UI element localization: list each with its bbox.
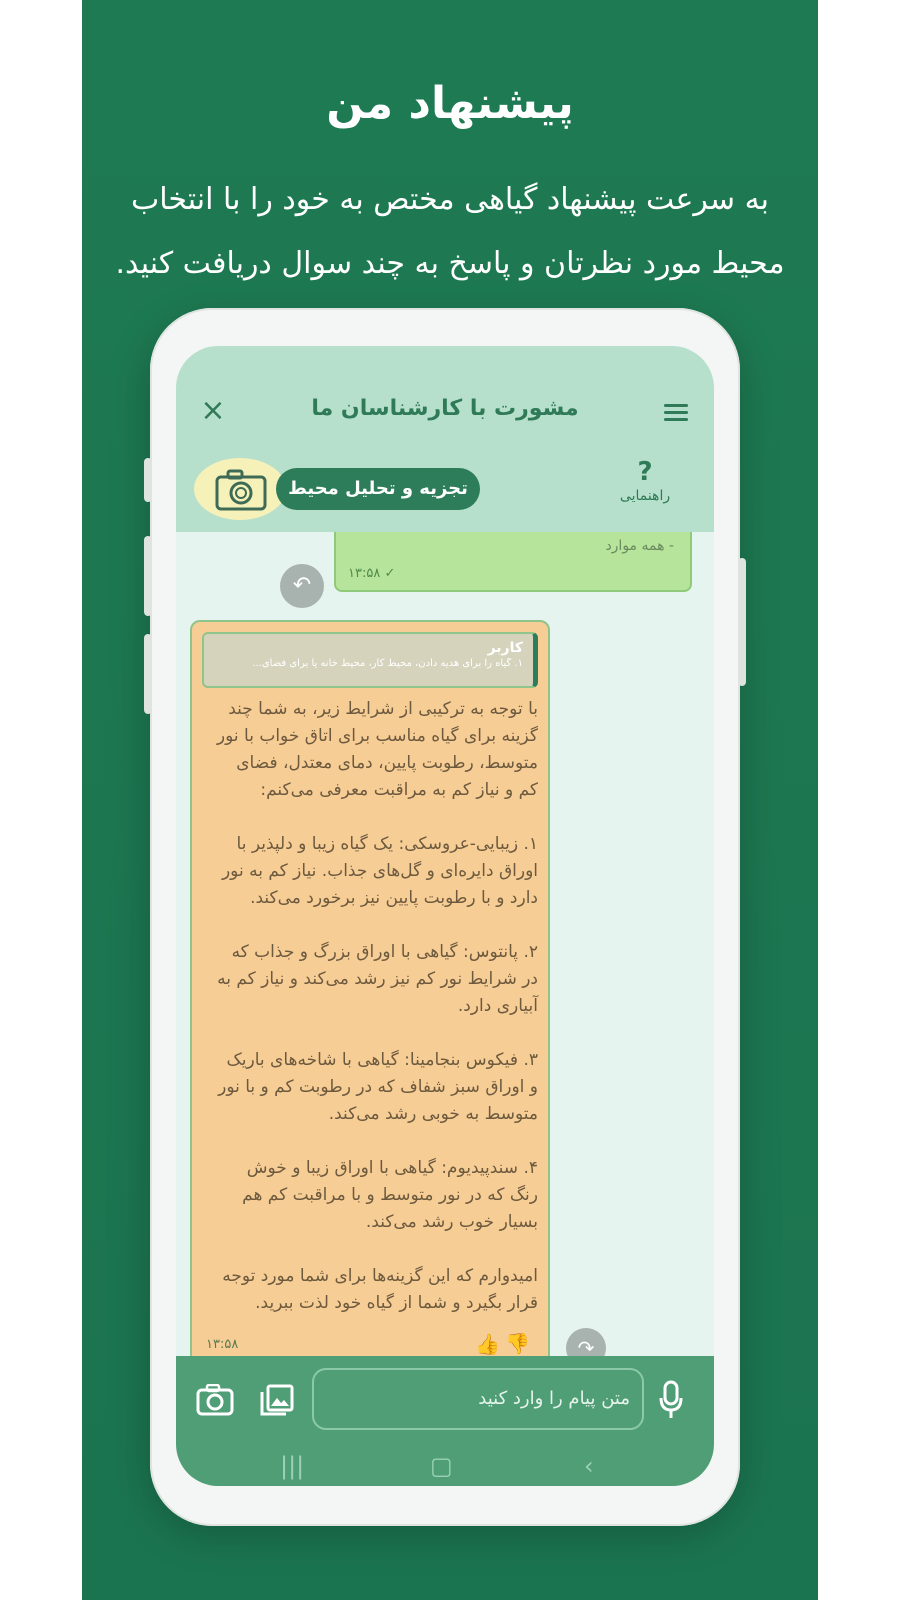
quoted-message[interactable] bbox=[202, 632, 538, 688]
microphone-icon[interactable] bbox=[658, 1380, 684, 1420]
bot-paragraph: ۳. فیکوس بنجامینا: گیاهی با شاخه‌های باریک و اوراق سبز شفاف که در رطوبت کم و با نور متوسط به خوبی رشد می‌کند. bbox=[218, 1050, 538, 1124]
promo-background bbox=[82, 0, 818, 1600]
bot-paragraph: ۲. پانتوس: گیاهی با اوراق بزرگ و جذاب که در شرایط نور کم نیز رشد می‌کند و نیاز کم به آبیاری دارد. bbox=[217, 942, 538, 1016]
menu-icon[interactable] bbox=[664, 404, 688, 422]
analyze-environment-button[interactable]: تجزیه و تحلیل محیط bbox=[276, 468, 480, 510]
bot-paragraph: ۴. سندپیدیوم: گیاهی با اوراق زیبا و خوش رنگ که در نور متوسط و با مراقبت کم هم بسیار خوب رشد می‌کند. bbox=[242, 1158, 538, 1232]
bot-paragraph: امیدوارم که این گزینه‌ها برای شما مورد توجه قرار بگیرد و شما از گیاه خود لذت ببرید. bbox=[222, 1266, 538, 1313]
help-icon: ? bbox=[637, 457, 653, 487]
phone-side-button bbox=[144, 536, 152, 616]
home-icon[interactable]: ▢ bbox=[430, 1452, 453, 1480]
chat-header bbox=[176, 346, 714, 532]
forward-icon[interactable]: ↷ bbox=[566, 1328, 606, 1356]
phone-frame bbox=[150, 308, 740, 1526]
close-icon[interactable]: × bbox=[200, 393, 226, 428]
chat-title: مشورت با کارشناسان ما bbox=[311, 396, 579, 421]
chat-area[interactable] bbox=[176, 532, 714, 1356]
thumbs-up-icon[interactable]: 👍 bbox=[475, 1332, 500, 1356]
help-label: راهنمایی bbox=[619, 488, 671, 504]
thumbs-down-icon[interactable]: 👍 bbox=[505, 1332, 530, 1356]
message-input-placeholder: متن پیام را وارد کنید bbox=[478, 1388, 630, 1409]
bot-message-time: ۱۳:۵۸ bbox=[206, 1337, 239, 1352]
bot-paragraph: ۱. زیبایی-عروسکی: یک گیاه زیبا و دلپذیر با اوراق دایره‌ای و گل‌های جذاب. نیاز کم به نور دارد و با رطوبت پایین نیز برخورد می‌کند. bbox=[221, 834, 538, 908]
camera-icon bbox=[214, 468, 268, 512]
back-icon[interactable]: ‹ bbox=[584, 1452, 594, 1480]
user-message-text: - همه موارد bbox=[605, 538, 674, 554]
app-screen bbox=[176, 346, 714, 1486]
user-message-time: ۱۳:۵۸ ✓ bbox=[348, 566, 396, 581]
phone-side-button bbox=[144, 458, 152, 502]
bot-paragraph: با توجه به ترکیبی از شرایط زیر، به شما چند گزینه برای گیاه مناسب برای اتاق خواب با نور متوسط، رطوبت پایین، دمای معتدل، فضای کم و نیاز کم به مراقبت معرفی می‌کنم: bbox=[216, 699, 538, 800]
bot-message bbox=[190, 620, 550, 1356]
promo-subline-line-2: محیط مورد نظرتان و پاسخ به چند سوال دریافت کنید. bbox=[115, 246, 785, 281]
gallery-icon[interactable] bbox=[260, 1384, 294, 1416]
composer-bar bbox=[176, 1356, 714, 1486]
phone-side-button bbox=[144, 634, 152, 714]
bot-message-text bbox=[214, 696, 538, 1344]
camera-icon[interactable] bbox=[196, 1384, 234, 1416]
quoted-author: کاربر bbox=[487, 640, 523, 656]
user-message bbox=[334, 532, 692, 592]
reply-icon[interactable]: ↶ bbox=[280, 564, 324, 608]
android-nav-bar bbox=[176, 1446, 714, 1486]
help-button[interactable] bbox=[610, 458, 680, 506]
promo-subline-line-1: به سرعت پیشنهاد گیاهی مختص به خود را با انتخاب bbox=[130, 182, 770, 217]
camera-analyze-button[interactable] bbox=[194, 458, 286, 520]
message-input[interactable] bbox=[312, 1368, 644, 1430]
promo-subline bbox=[92, 168, 808, 296]
phone-side-button bbox=[738, 558, 746, 686]
promo-headline: پیشنهاد من bbox=[326, 78, 574, 129]
quoted-text: ۱. گیاه را برای هدیه دادن، محیط کار، محیط خانه یا برای فضای... bbox=[252, 658, 523, 669]
recent-apps-icon[interactable]: ||| bbox=[280, 1452, 305, 1480]
